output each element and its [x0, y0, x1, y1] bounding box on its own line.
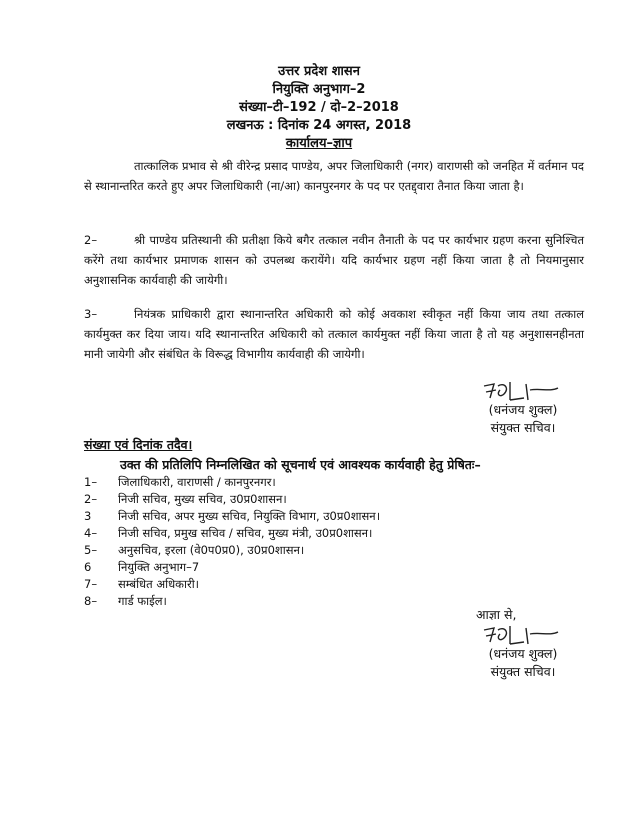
copy-list — [84, 474, 380, 610]
signature-2-name: (धनंजय शुक्ल) — [488, 646, 558, 661]
signature-1-image — [480, 378, 560, 404]
forward-line: उक्त की प्रतिलिपि निम्नलिखित को सूचनार्थ एवं आवश्यक कार्यवाही हेतु प्रेषितः– — [120, 457, 481, 472]
signature-1-designation: संयुक्त सचिव। — [490, 420, 556, 435]
list-item: 8– गार्ड फाईल। — [84, 594, 167, 608]
list-item: 7– सम्बंधित अधिकारी। — [84, 577, 200, 591]
signature-2-image — [480, 622, 560, 648]
signature-1-name: (धनंजय शुक्ल) — [488, 402, 558, 417]
reference-line: संख्या एवं दिनांक तदैव। — [84, 437, 193, 452]
paragraph-2-text: श्री पाण्डेय प्रतिस्थानी की प्रतीक्षा किये बगैर तत्काल नवीन तैनाती के पद पर कार्यभार ग्रहण करना सुनिश्चित करेंगे तथा कार्यभार प्रमाणक शासन को उपलब्ध करायेंगे। यदि कार्यभार ग्रहण नहीं किया जाता है तो नियमानुसार अनुशासनिक कार्यवाही की जायेगी। — [84, 233, 584, 287]
list-item: 5– अनुसचिव, इरला (वे0प0प्र0), उ0प्र0शासन। — [84, 543, 305, 557]
list-item: 6 नियुक्ति अनुभाग–7 — [84, 560, 200, 574]
govt-title: उत्तर प्रदेश शासन — [278, 64, 360, 79]
section-title: नियुक्ति अनुभाग–2 — [272, 82, 366, 97]
list-item: 3 निजी सचिव, अपर मुख्य सचिव, नियुक्ति विभाग, उ0प्र0शासन। — [84, 509, 381, 523]
list-item: 4– निजी सचिव, प्रमुख सचिव / सचिव, मुख्य मंत्री, उ0प्र0शासन। — [84, 526, 373, 540]
paragraph-3-text: नियंत्रक प्राधिकारी द्वारा स्थानान्तरित अधिकारी को कोई अवकाश स्वीकृत नहीं किया जाय तथा तत्काल कार्यमुक्त कर दिया जाय। यदि स्थानान्तरित अधिकारी को तत्काल कार्यमुक्त नहीं किया जाता है तो यह अनुशासनहीनता मानी जायेगी और संबंधित के विरूद्ध विभागीय कार्यवाही की जायेगी। — [84, 307, 584, 361]
signature-2-designation: संयुक्त सचिव। — [490, 664, 556, 679]
order-number: संख्या–टी–192 / दो–2–2018 — [239, 100, 399, 115]
paragraph-3-number: 3– — [84, 307, 98, 321]
doc-type: कार्यालय–ज्ञाप — [285, 136, 353, 151]
paragraph-1 — [84, 156, 584, 196]
list-item: 2– निजी सचिव, मुख्य सचिव, उ0प्र0शासन। — [84, 492, 287, 506]
paragraph-2-number: 2– — [84, 233, 98, 247]
by-order-text: आज्ञा से, — [476, 607, 517, 622]
paragraph-1-text: तात्कालिक प्रभाव से श्री वीरेन्द्र प्रसाद पाण्डेय, अपर जिलाधिकारी (नगर) वाराणसी को जनहित में वर्तमान पद से स्थानान्तरित करते हुए अपर जिलाधिकारी (ना/आ) कानपुरनगर के पद पर एतद्द्वारा तैनात किया जाता है। — [84, 159, 584, 193]
paragraph-3 — [84, 304, 584, 364]
place-date: लखनऊ : दिनांक 24 अगस्त, 2018 — [226, 118, 412, 133]
list-item: 1– जिलाधिकारी, वाराणसी / कानपुरनगर। — [84, 475, 276, 489]
paragraph-2 — [84, 230, 584, 290]
